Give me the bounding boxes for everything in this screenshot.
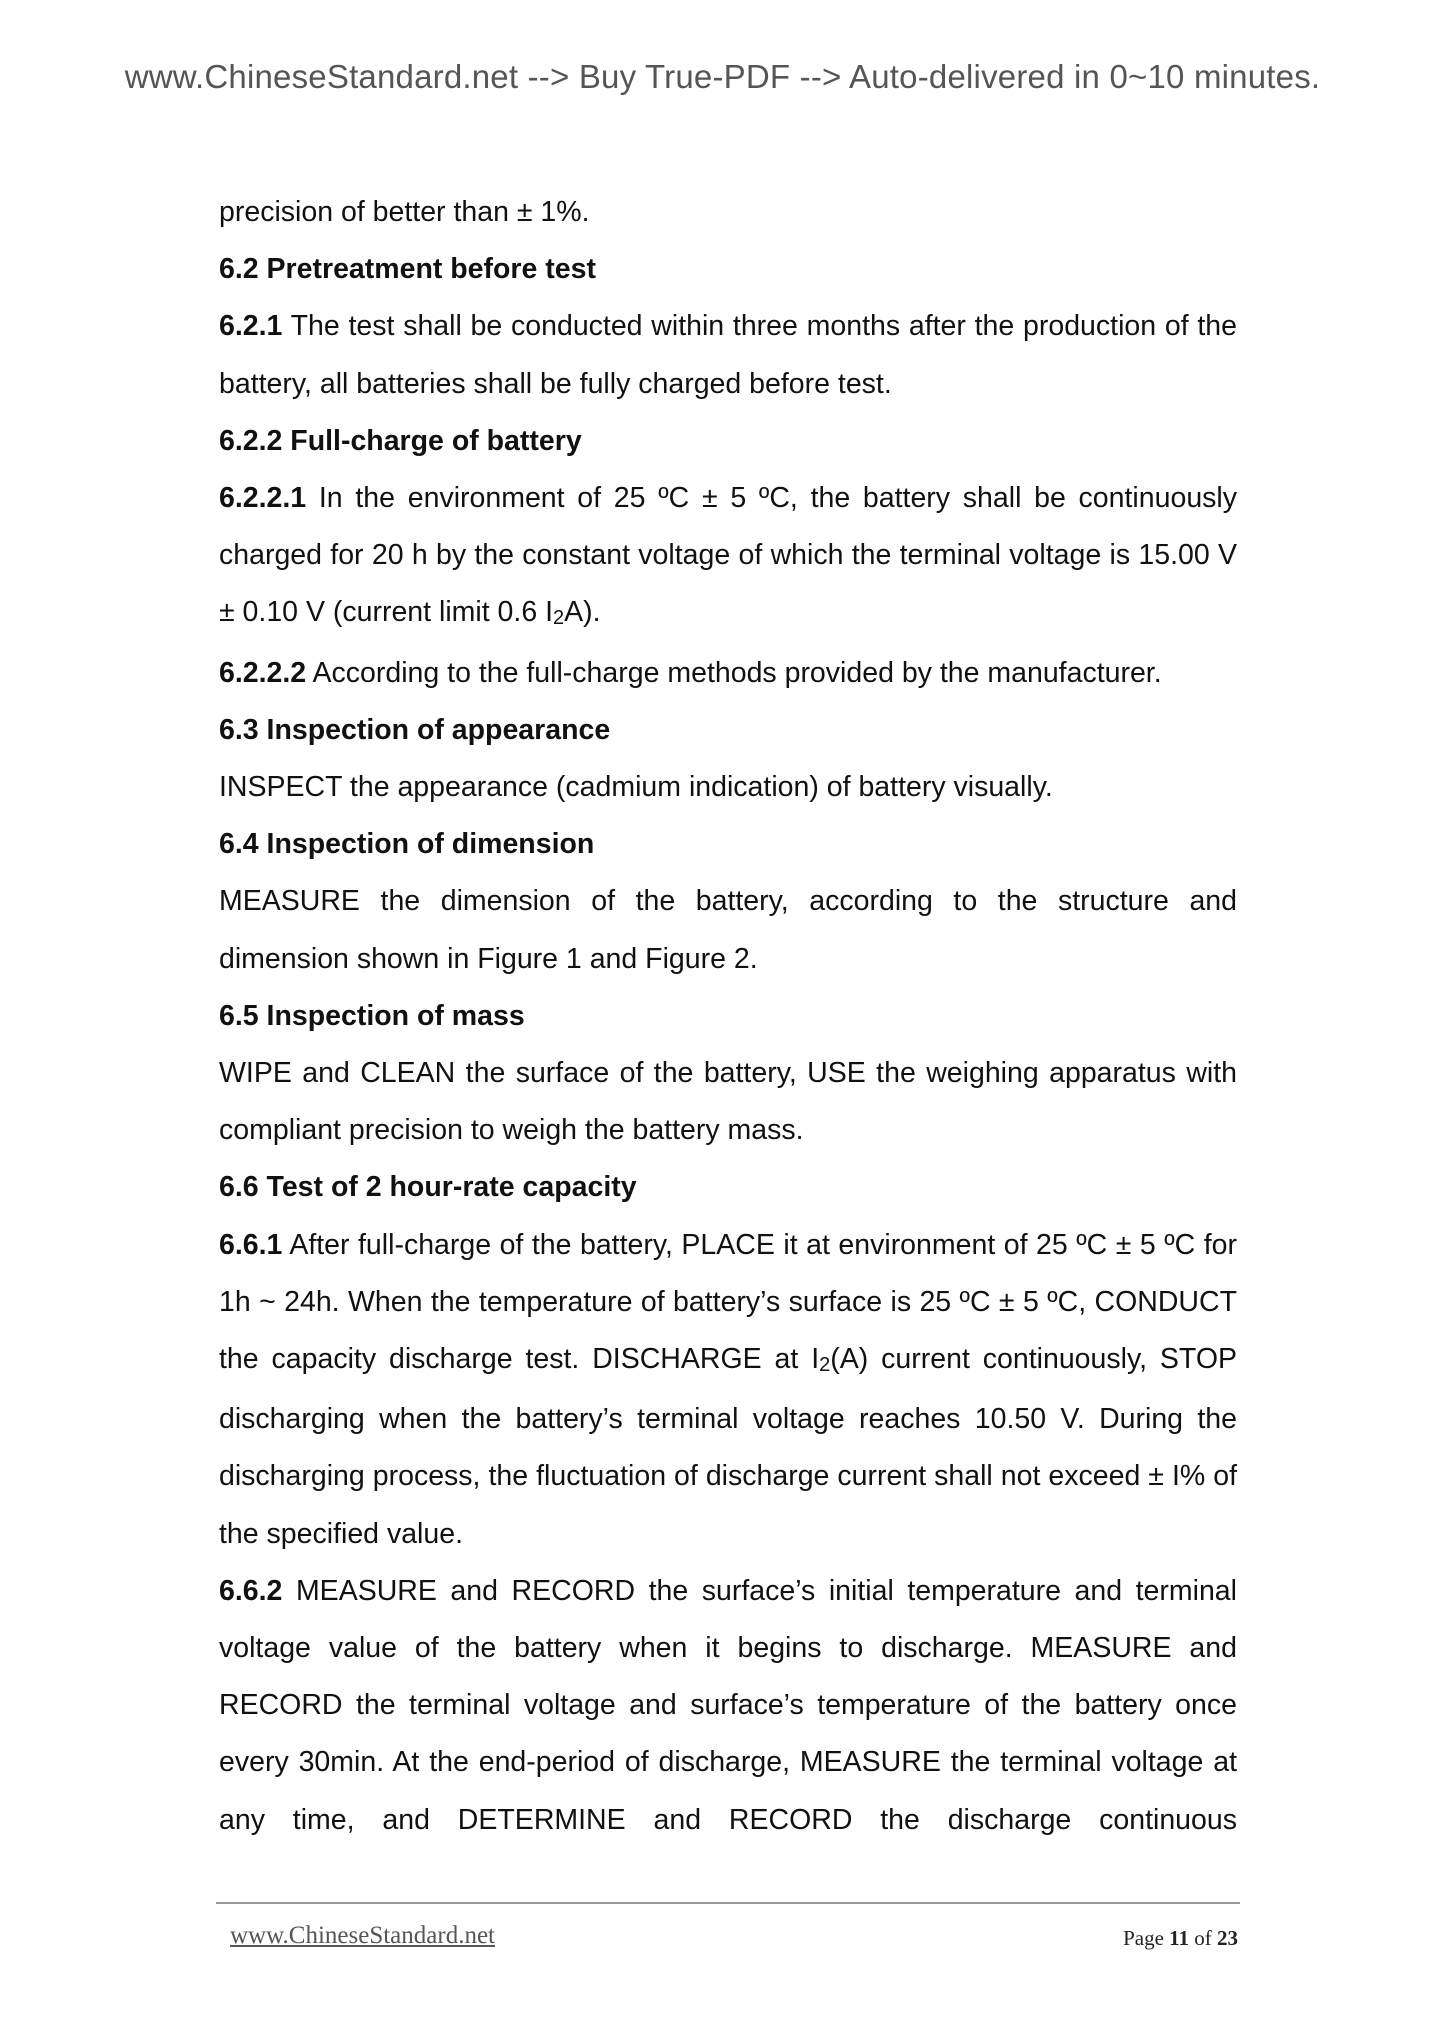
section-heading-6-2: 6.2 Pretreatment before test <box>219 253 596 286</box>
paragraph-6-4: MEASURE the dimension of the battery, according to the structure and dimension shown in Figure 1 and Figure 2. <box>219 885 1237 975</box>
clause-text: After full-charge of the battery, PLACE it at environment of 25 ºC ± 5 ºC for 1h ~ 24h. When the temperature of battery’s surface is 25 ºC ± 5 ºC, CONDUCT the capacity discharge test. DISCHARGE at I <box>219 1228 1237 1376</box>
paragraph-6-2-2-2 <box>219 645 1237 702</box>
clause-text: According to the full-charge methods provided by the manufacturer. <box>306 656 1162 689</box>
section-heading-6-3: 6.3 Inspection of appearance <box>219 713 611 746</box>
paragraph-6-2-1 <box>219 298 1237 412</box>
subscript: 2 <box>553 607 565 630</box>
section-heading-6-2-2: 6.2.2 Full-charge of battery <box>219 424 582 457</box>
page-label: Page <box>1123 1926 1164 1950</box>
clause-text-end: (A) current continuously, STOP discharging when the battery’s terminal voltage reaches 10.50 V. During the discharging process, the fluctuation of discharge current shall not exceed ± I% of the specified value. <box>219 1343 1237 1550</box>
clause-text-end: A). <box>564 596 601 629</box>
section-heading-6-6: 6.6 Test of 2 hour-rate capacity <box>219 1171 637 1204</box>
clause-number: 6.2.1 <box>219 310 283 343</box>
footer-divider <box>216 1902 1240 1904</box>
clause-number: 6.6.2 <box>219 1574 283 1607</box>
header-banner: www.ChineseStandard.net --> Buy True-PDF --> Auto-delivered in 0~10 minutes. <box>124 58 1321 95</box>
clause-text: The test shall be conducted within three months after the production of the battery, all batteries shall be fully charged before test. <box>219 310 1237 400</box>
paragraph-6-2-2-1 <box>219 470 1237 645</box>
page-number <box>1123 1926 1238 1951</box>
paragraph-6-5: WIPE and CLEAN the surface of the battery, USE the weighing apparatus with compliant precision to weigh the battery mass. <box>219 1057 1237 1147</box>
section-heading-6-4: 6.4 Inspection of dimension <box>219 828 595 861</box>
clause-text: MEASURE and RECORD the surface’s initial temperature and terminal voltage value of the battery when it begins to discharge. MEASURE and RECORD the terminal voltage and surface’s temperature of the battery once every 30min. At the end-period of discharge, MEASURE the terminal voltage at any time, and DETERMINE and RECORD the discharge continuous <box>219 1574 1237 1836</box>
document-body <box>219 184 1237 1849</box>
paragraph-6-3: INSPECT the appearance (cadmium indication) of battery visually. <box>219 771 1053 804</box>
clause-number: 6.6.1 <box>219 1228 283 1261</box>
page-of: of <box>1194 1926 1212 1950</box>
paragraph-6-6-2 <box>219 1563 1237 1849</box>
section-heading-6-5: 6.5 Inspection of mass <box>219 999 525 1032</box>
clause-text: In the environment of 25 ºC ± 5 ºC, the battery shall be continuously charged for 20 h by the constant voltage of which the terminal voltage is 15.00 V ± 0.10 V (current limit 0.6 I <box>219 482 1237 629</box>
paragraph: precision of better than ± 1%. <box>219 196 590 228</box>
footer-link[interactable]: www.ChineseStandard.net <box>230 1922 495 1949</box>
page-total: 23 <box>1217 1926 1238 1950</box>
paragraph-6-6-1 <box>219 1217 1237 1563</box>
page-current: 11 <box>1169 1926 1189 1950</box>
clause-number: 6.2.2.2 <box>219 656 307 689</box>
subscript: 2 <box>819 1354 831 1377</box>
clause-number: 6.2.2.1 <box>219 482 307 515</box>
